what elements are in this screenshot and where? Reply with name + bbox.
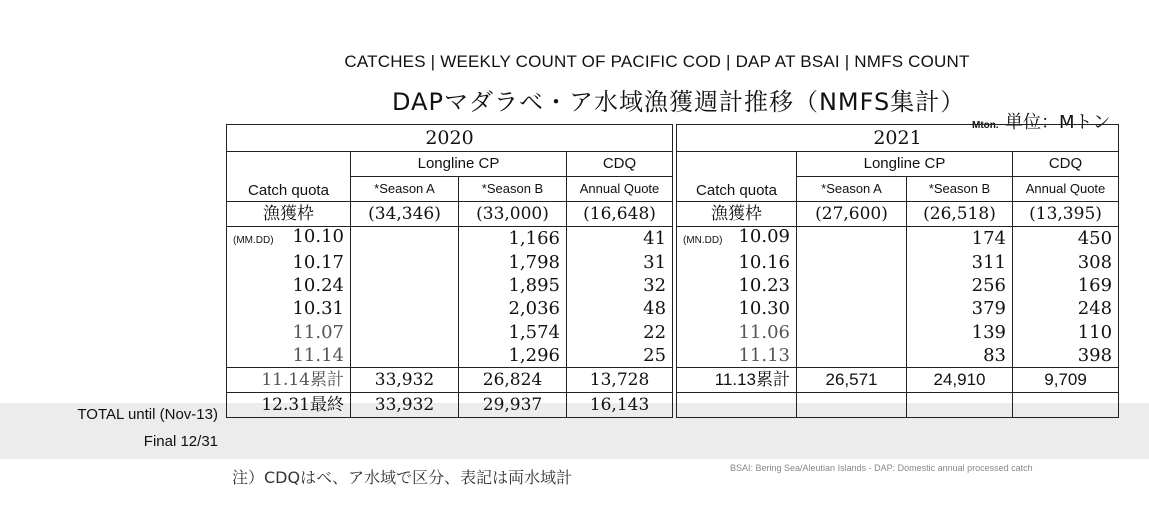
row-season-a bbox=[351, 298, 459, 321]
row-date: 11.06 bbox=[677, 321, 797, 344]
row-season-a bbox=[797, 227, 907, 252]
row-season-a bbox=[351, 227, 459, 252]
row-season-b: 379 bbox=[907, 298, 1013, 321]
total-cdq-2020: 13,728 bbox=[567, 368, 673, 393]
cdq-header-2020: CDQ bbox=[567, 152, 673, 177]
row-date: 11.14 bbox=[227, 344, 351, 368]
season-b-header-2021: *Season B bbox=[907, 177, 1013, 202]
row-season-a bbox=[351, 321, 459, 344]
final-row-2021 bbox=[677, 393, 1119, 418]
final-season-b-2020: 29,937 bbox=[459, 393, 567, 418]
total-season-b-2020: 26,824 bbox=[459, 368, 567, 393]
final-season-a-2021 bbox=[797, 393, 907, 418]
row-cdq: 308 bbox=[1013, 251, 1119, 274]
title-english: CATCHES | WEEKLY COUNT OF PACIFIC COD | DAP AT BSAI | NMFS COUNT bbox=[344, 52, 970, 71]
quota-b-2020: (33,000) bbox=[459, 202, 567, 227]
final-cdq-2020: 16,143 bbox=[567, 393, 673, 418]
final-season-a-2020: 33,932 bbox=[351, 393, 459, 418]
table-2020 bbox=[226, 124, 673, 418]
year-header-2021: 2021 bbox=[677, 125, 1119, 152]
final-row-label: Final 12/31 bbox=[143, 433, 218, 450]
row-season-a bbox=[797, 251, 907, 274]
table-row bbox=[677, 298, 1119, 321]
row-season-b: 1,296 bbox=[459, 344, 567, 368]
row-season-b: 139 bbox=[907, 321, 1013, 344]
title-japanese: DAPマダラベ・ア水域漁獲週計推移（NMFS集計） bbox=[392, 88, 966, 116]
row-season-b: 1,798 bbox=[459, 251, 567, 274]
quota-a-2021: (27,600) bbox=[797, 202, 907, 227]
total-season-a-2020: 33,932 bbox=[351, 368, 459, 393]
table-row bbox=[677, 227, 1119, 252]
quota-b-2021: (26,518) bbox=[907, 202, 1013, 227]
row-date: 10.17 bbox=[227, 251, 351, 274]
longline-cp-header-2021: Longline CP bbox=[797, 152, 1013, 177]
catch-quota-jp-2021: 漁獲枠 bbox=[677, 202, 797, 227]
final-row-2020 bbox=[227, 393, 673, 418]
annual-quote-header-2020: Annual Quote bbox=[567, 177, 673, 202]
row-date: 10.10 bbox=[292, 226, 344, 247]
row-date: 10.16 bbox=[677, 251, 797, 274]
catch-quota-header-2021: Catch quota bbox=[677, 152, 797, 202]
season-a-header-2021: *Season A bbox=[797, 177, 907, 202]
table-row bbox=[227, 298, 673, 321]
row-season-b: 1,574 bbox=[459, 321, 567, 344]
year-header-2020: 2020 bbox=[227, 125, 673, 152]
table-row bbox=[677, 274, 1119, 297]
table-row bbox=[227, 227, 673, 252]
row-season-b: 1,166 bbox=[459, 227, 567, 252]
row-date: 10.30 bbox=[677, 298, 797, 321]
total-label-2020: 11.14累計 bbox=[227, 368, 351, 393]
date-format-tag-2021: (MN.DD) bbox=[683, 235, 723, 246]
quota-cdq-2020: (16,648) bbox=[567, 202, 673, 227]
cdq-header-2021: CDQ bbox=[1013, 152, 1119, 177]
row-cdq: 25 bbox=[567, 344, 673, 368]
row-cdq: 450 bbox=[1013, 227, 1119, 252]
final-label-2020: 12.31最終 bbox=[227, 393, 351, 418]
row-date: 11.07 bbox=[227, 321, 351, 344]
row-cdq: 31 bbox=[567, 251, 673, 274]
row-season-a bbox=[351, 344, 459, 368]
table-row bbox=[227, 321, 673, 344]
table-row bbox=[227, 274, 673, 297]
row-season-b: 256 bbox=[907, 274, 1013, 297]
table-row bbox=[227, 344, 673, 368]
table-2021 bbox=[676, 124, 1119, 418]
quota-cdq-2021: (13,395) bbox=[1013, 202, 1119, 227]
row-date: 10.23 bbox=[677, 274, 797, 297]
row-cdq: 41 bbox=[567, 227, 673, 252]
row-date: 10.31 bbox=[227, 298, 351, 321]
footnote-japanese: 注）CDQはベ、ア水域で区分、表記は両水域計 bbox=[232, 468, 573, 487]
row-cdq: 32 bbox=[567, 274, 673, 297]
total-row-2021 bbox=[677, 368, 1119, 393]
row-date: 10.09 bbox=[738, 226, 790, 247]
row-season-a bbox=[797, 298, 907, 321]
row-date: 10.24 bbox=[227, 274, 351, 297]
row-cdq: 169 bbox=[1013, 274, 1119, 297]
row-season-b: 1,895 bbox=[459, 274, 567, 297]
total-row-label: TOTAL until (Nov-13) bbox=[77, 406, 218, 423]
row-season-a bbox=[351, 274, 459, 297]
catch-quota-header-2020: Catch quota bbox=[227, 152, 351, 202]
total-season-a-2021: 26,571 bbox=[797, 368, 907, 393]
date-format-tag-2020: (MM.DD) bbox=[233, 235, 274, 246]
total-cdq-2021: 9,709 bbox=[1013, 368, 1119, 393]
table-row bbox=[227, 251, 673, 274]
total-season-b-2021: 24,910 bbox=[907, 368, 1013, 393]
table-row bbox=[677, 344, 1119, 368]
table-row bbox=[677, 321, 1119, 344]
row-cdq: 22 bbox=[567, 321, 673, 344]
row-season-a bbox=[797, 274, 907, 297]
row-cdq: 48 bbox=[567, 298, 673, 321]
row-season-a bbox=[351, 251, 459, 274]
catch-quota-jp-2020: 漁獲枠 bbox=[227, 202, 351, 227]
unit-label-japanese: 単位：Mトン bbox=[1005, 112, 1111, 133]
quota-a-2020: (34,346) bbox=[351, 202, 459, 227]
row-season-a bbox=[797, 321, 907, 344]
row-season-b: 83 bbox=[907, 344, 1013, 368]
footnote-english: BSAI: Bering Sea/Aleutian Islands - DAP: Domestic annual processed catch bbox=[730, 463, 1033, 473]
row-season-b: 2,036 bbox=[459, 298, 567, 321]
final-label-2021 bbox=[677, 393, 797, 418]
row-season-b: 311 bbox=[907, 251, 1013, 274]
row-season-a bbox=[797, 344, 907, 368]
longline-cp-header-2020: Longline CP bbox=[351, 152, 567, 177]
row-cdq: 248 bbox=[1013, 298, 1119, 321]
total-label-2021: 11.13累計 bbox=[677, 368, 797, 393]
total-row-2020 bbox=[227, 368, 673, 393]
annual-quote-header-2021: Annual Quote bbox=[1013, 177, 1119, 202]
final-season-b-2021 bbox=[907, 393, 1013, 418]
table-row bbox=[677, 251, 1119, 274]
row-cdq: 398 bbox=[1013, 344, 1119, 368]
season-b-header-2020: *Season B bbox=[459, 177, 567, 202]
final-cdq-2021 bbox=[1013, 393, 1119, 418]
row-date: 11.13 bbox=[677, 344, 797, 368]
unit-label-english: Mton. bbox=[972, 120, 999, 131]
season-a-header-2020: *Season A bbox=[351, 177, 459, 202]
row-season-b: 174 bbox=[907, 227, 1013, 252]
row-cdq: 110 bbox=[1013, 321, 1119, 344]
